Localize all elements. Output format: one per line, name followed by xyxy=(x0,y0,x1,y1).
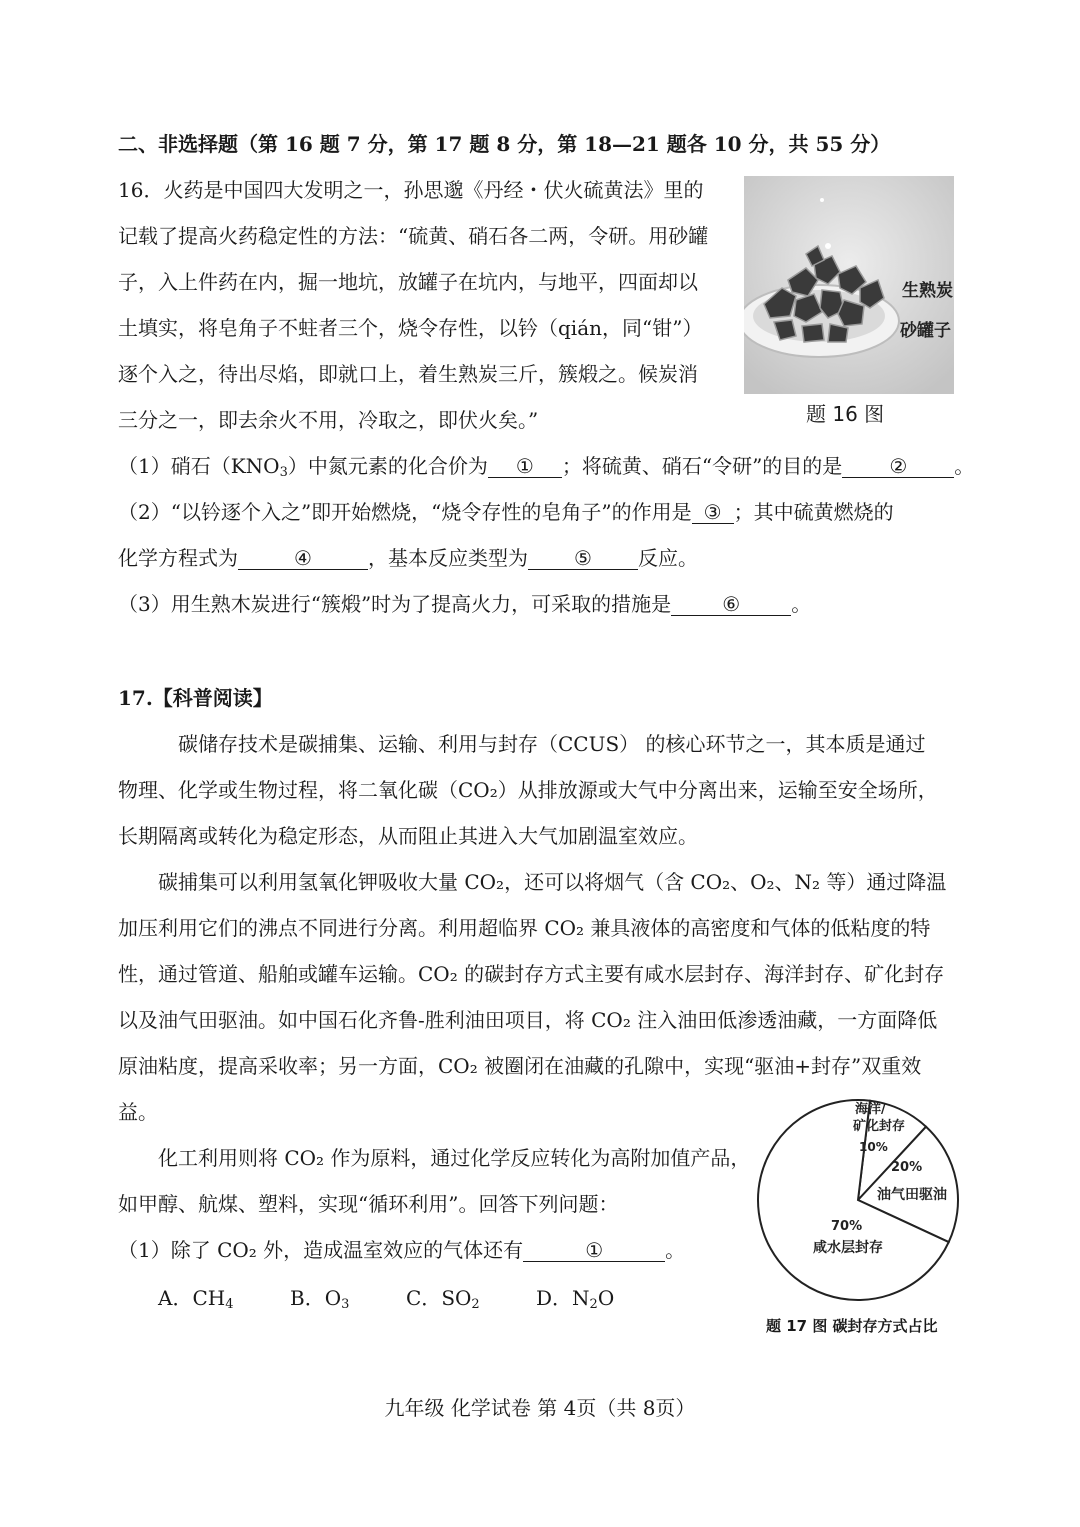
q16-part2-text-b: ；其中硫黄燃烧的 xyxy=(733,500,894,524)
answer-blank-4[interactable]: ④ xyxy=(238,547,368,570)
nitrate-subscript: 3 xyxy=(279,465,288,480)
q16-figure xyxy=(744,176,954,394)
page-footer: 九年级 化学试卷 第 4页（共 8页） xyxy=(384,1396,696,1420)
q17-para3-line1: 化工利用则将 CO₂ 作为原料，通过化学反应转化为高附加值产品， xyxy=(158,1146,751,1170)
pie-percent-oil: 20% xyxy=(891,1160,923,1175)
option-a-subscript: 4 xyxy=(225,1297,234,1312)
option-d-tail: O xyxy=(597,1286,615,1310)
option-c-letter: C． xyxy=(406,1286,442,1310)
answer-blank-6[interactable]: ⑥ xyxy=(671,593,791,616)
q16-part3 xyxy=(118,590,811,618)
q17-title: 17.【科普阅读】 xyxy=(118,686,273,710)
option-d-formula: N xyxy=(572,1286,590,1310)
q16-part1 xyxy=(118,452,974,480)
q17-part1-end: 。 xyxy=(665,1238,686,1262)
q17-option-c[interactable] xyxy=(406,1284,480,1312)
q16-part3-end: 。 xyxy=(791,592,812,616)
answer-blank-1[interactable]: ① xyxy=(488,455,562,478)
q16-part3-text: （3）用生熟木炭进行“簇煅”时为了提高火力，可采取的措施是 xyxy=(118,592,672,616)
q16-part2-end: 反应。 xyxy=(638,546,698,570)
q17-para2-line3: 性，通过管道、船舶或罐车运输。CO₂ 的碳封存方式主要有咸水层封存、海洋封存、矿化封存 xyxy=(118,962,945,986)
q17-para3-line2: 如甲醇、航煤、塑料，实现“循环利用”。回答下列问题： xyxy=(118,1192,619,1216)
q17-para1-line1: 碳储存技术是碳捕集、运输、利用与封存（CCUS） 的核心环节之一，其本质是通过 xyxy=(178,732,926,756)
option-b-subscript: 3 xyxy=(341,1297,350,1312)
q16-line-2: 记载了提高火药稳定性的方法：“硫黄、硝石各二两，令研。用砂罐 xyxy=(118,224,709,248)
q16-line-6: 三分之一，即去余火不用，冷取之，即伏火矣。” xyxy=(118,408,539,432)
option-b-formula: O xyxy=(324,1286,342,1310)
q17-option-a[interactable] xyxy=(158,1284,233,1312)
q17-para2-line1: 碳捕集可以利用氢氧化钾吸收大量 CO₂，还可以将烟气（含 CO₂、O₂、N₂ 等）通过降温 xyxy=(158,870,947,894)
section-heading: 二、非选择题（第 16 题 7 分，第 17 题 8 分，第 18—21 题各 10 分，共 55 分） xyxy=(118,132,891,156)
q16-part2-text-d: ，基本反应类型为 xyxy=(368,546,528,570)
q17-option-b[interactable] xyxy=(290,1284,349,1312)
q16-part1-text-b: ）中氮元素的化合价为 xyxy=(287,454,488,478)
q17-para1-line3: 长期隔离或转化为稳定形态，从而阻止其进入大气加剧温室效应。 xyxy=(118,824,698,848)
option-b-letter: B． xyxy=(290,1286,325,1310)
option-d-letter: D． xyxy=(536,1286,573,1310)
q17-para1-line2: 物理、化学或生物过程，将二氧化碳（CO₂）从排放源或大气中分离出来，运输至安全场所， xyxy=(118,778,938,802)
q16-part1-text-a: （1）硝石（KNO xyxy=(118,454,280,478)
q17-para2-line2: 加压利用它们的沸点不同进行分离。利用超临界 CO₂ 兼具液体的高密度和气体的低粘度的特 xyxy=(118,916,931,940)
option-c-subscript: 2 xyxy=(471,1297,480,1312)
pie-percent-ocean: 10% xyxy=(859,1140,888,1154)
q16-part2-text-a: （2）“以钤逐个入之”即开始燃烧，“烧令存性的皂角子”的作用是 xyxy=(118,500,692,524)
option-a-formula: CH xyxy=(192,1286,226,1310)
q16-figure-caption: 题 16 图 xyxy=(806,402,885,426)
option-a-letter: A． xyxy=(158,1286,193,1310)
q17-para2-line4: 以及油气田驱油。如中国石化齐鲁-胜利油田项目，将 CO₂ 注入油田低渗透油藏，一方面降低 xyxy=(118,1008,938,1032)
answer-blank-3[interactable]: ③ xyxy=(692,501,734,524)
q17-option-d[interactable] xyxy=(536,1284,614,1312)
q17-para2-line5: 原油粘度，提高采收率；另一方面，CO₂ 被圈闭在油藏的孔隙中，实现“驱油+封存”双重效 xyxy=(118,1054,922,1078)
q17-chart-caption: 题 17 图 碳封存方式占比 xyxy=(766,1317,938,1335)
q17-part1-text: （1）除了 CO₂ 外，造成温室效应的气体还有 xyxy=(118,1238,524,1262)
q16-part1-text-c: ；将硫黄、硝石“令研”的目的是 xyxy=(561,454,843,478)
q16-line-4: 土填实，将皂角子不蛀者三个，烧令存性，以钤（qián，同“钳”） xyxy=(118,316,703,340)
label-pot: 砂罐子 xyxy=(900,321,951,341)
option-c-formula: SO xyxy=(441,1286,472,1310)
q16-part2-line1 xyxy=(118,498,894,526)
carbon-storage-pie-chart xyxy=(753,1095,963,1305)
q17-part1 xyxy=(118,1236,685,1264)
pie-label-ocean-line2: 矿化封存 xyxy=(853,1119,906,1134)
q16-line-1: 16．火药是中国四大发明之一，孙思邈《丹经・伏火硫黄法》里的 xyxy=(118,178,704,202)
q16-line-3: 子，入上件药在内，掘一地坑，放罐子在坑内，与地平，四面却以 xyxy=(118,270,698,294)
q16-part2-text-c: 化学方程式为 xyxy=(118,546,238,570)
q17-answer-blank-1[interactable]: ① xyxy=(523,1239,665,1262)
q16-part2-line2 xyxy=(118,544,698,572)
q16-part1-end: 。 xyxy=(954,454,975,478)
pie-label-oil: 油气田驱油 xyxy=(877,1187,947,1203)
answer-blank-2[interactable]: ② xyxy=(842,455,954,478)
q16-line-5: 逐个入之，待出尽焰，即就口上，着生熟炭三斤，簇煅之。候炭消 xyxy=(118,362,698,386)
label-charcoal: 生熟炭 xyxy=(902,281,953,301)
q17-para2-line6: 益。 xyxy=(118,1100,158,1124)
pie-percent-saline: 70% xyxy=(831,1219,863,1234)
option-d-subscript: 2 xyxy=(589,1297,598,1312)
pie-label-saline: 咸水层封存 xyxy=(813,1240,883,1256)
pie-label-ocean-line1: 海洋/ xyxy=(855,1102,886,1117)
answer-blank-5[interactable]: ⑤ xyxy=(528,547,638,570)
